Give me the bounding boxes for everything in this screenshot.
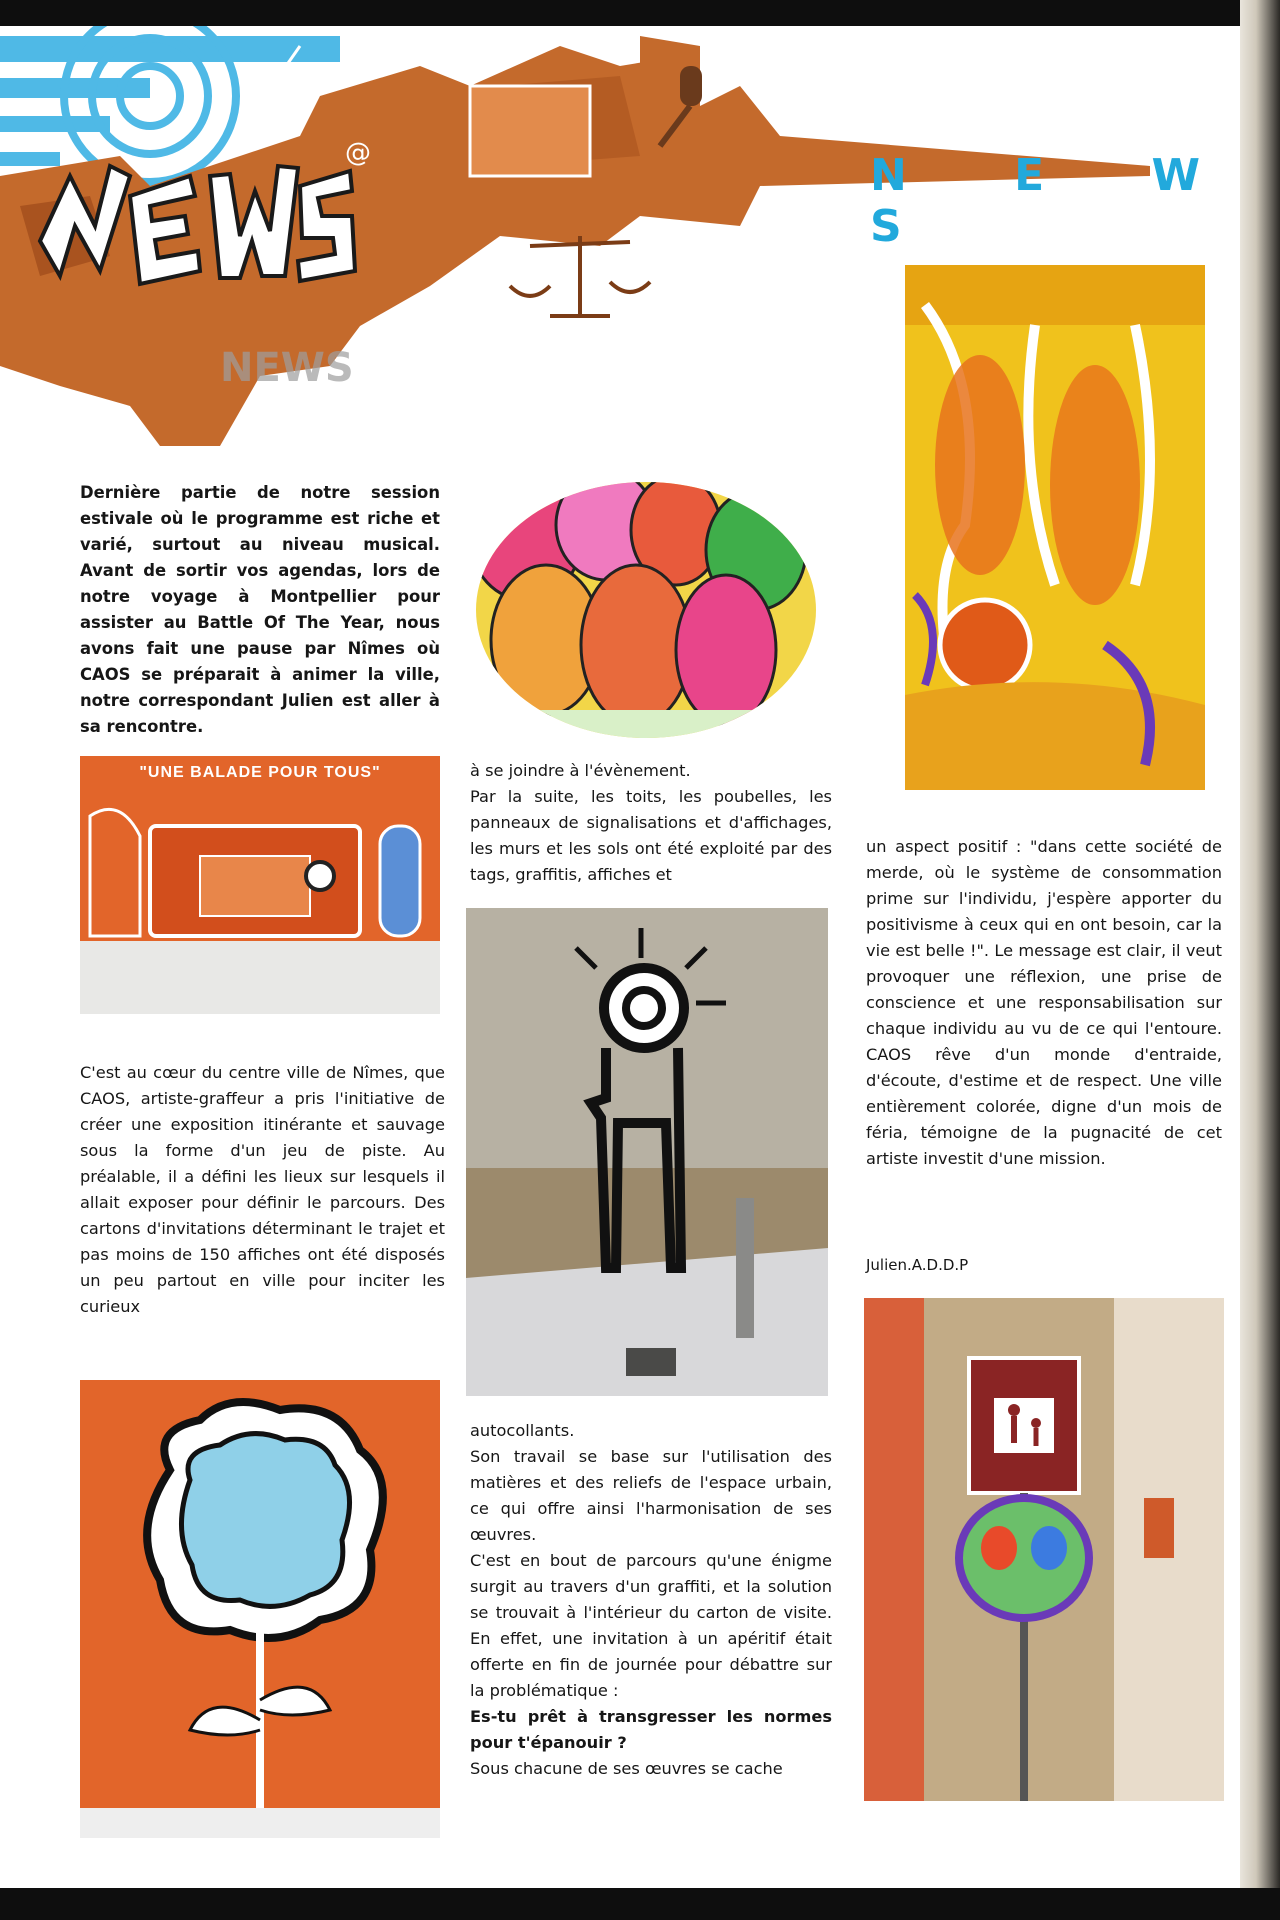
zone-pietonne-sign-photo: [864, 1298, 1224, 1801]
col2-line6: Sous chacune de ses œuvres se cache: [470, 1759, 783, 1778]
col2-paragraph-top: [470, 758, 832, 888]
graffiti-faces-photo: [905, 265, 1205, 790]
page-right-edge: [1240, 0, 1280, 1920]
news-heading: N E W S: [870, 150, 1247, 252]
col2-question: Es-tu prêt à transgresser les normes pour t'épanouir ?: [470, 1707, 832, 1752]
col2-line3: autocollants.: [470, 1421, 575, 1440]
balade-caption: "UNE BALADE POUR TOUS": [139, 764, 381, 781]
intro-paragraph: Dernière partie de notre session estivale où le programme est riche et varié, surtout au niveau musical. Avant de sortir vos agendas, lors de notre voyage à Montpellier pour assister au Battle Of The Year, nous avons fait une pause par Nîmes où CAOS se préparait à animer la ville, notre correspondant Julien est aller à sa rencontre.: [80, 483, 440, 736]
col2-line4: Son travail se base sur l'utilisation des matières et des reliefs de l'espace urbain, ce qui offre ainsi l'harmonisation de ses œuvres.: [470, 1447, 832, 1544]
graffiti-wall-figure-photo: [466, 908, 828, 1396]
col2-paragraph-bottom: [470, 1418, 832, 1782]
svg-text:NEWS: NEWS: [220, 345, 354, 391]
author-signature: Julien.A.D.D.P: [866, 1256, 969, 1274]
graffiti-bubbles-photo: [466, 470, 826, 738]
col2-line1: à se joindre à l'évènement.: [470, 761, 691, 780]
graffiti-flower-photo: [80, 1350, 440, 1838]
svg-text:@: @: [345, 138, 371, 168]
col3-paragraph: un aspect positif : "dans cette société de merde, où le système de consommation prime sur l'individu, j'espère apporter du positivisme à ceux qui en ont besoin, car la vie est belle !". Le message est clair, il veut provoquer une réflexion, une prise de conscience et une responsabilisation sur chaque individu au vu de ce qui l'entoure. CAOS rêve d'un monde d'entraide, d'écoute, d'estime et de respect. Une ville entièrement colorée, digne d'un mois de féria, témoigne de la pugnacité de cet artiste investit d'une mission.: [866, 837, 1222, 1168]
balade-pour-tous-photo: [80, 756, 440, 1014]
page-bottom-edge: [0, 1888, 1280, 1920]
page-top-edge: [0, 0, 1280, 26]
col2-line5: C'est en bout de parcours qu'une énigme surgit au travers d'un graffiti, et la solution se trouvait à l'intérieur du carton de visite. En effet, une invitation à un apéritif était offerte en fin de journée pour débattre sur la problématique :: [470, 1551, 832, 1700]
col1-paragraph: C'est au cœur du centre ville de Nîmes, que CAOS, artiste-graffeur a pris l'initiative de créer une exposition itinérante et sauvage sous la forme d'un jeu de piste. Au préalable, il a défini les lieux sur lesquels il allait exposer pour définir le parcours. Des cartons d'invitations déterminant le trajet et pas moins de 150 affiches ont été disposés un peu partout en ville pour inciter les curieux: [80, 1063, 445, 1316]
col2-line2: Par la suite, les toits, les poubelles, les panneaux de signalisations et d'affichages, les murs et les sols ont été exploité par des tags, graffitis, affiches et: [470, 787, 832, 884]
